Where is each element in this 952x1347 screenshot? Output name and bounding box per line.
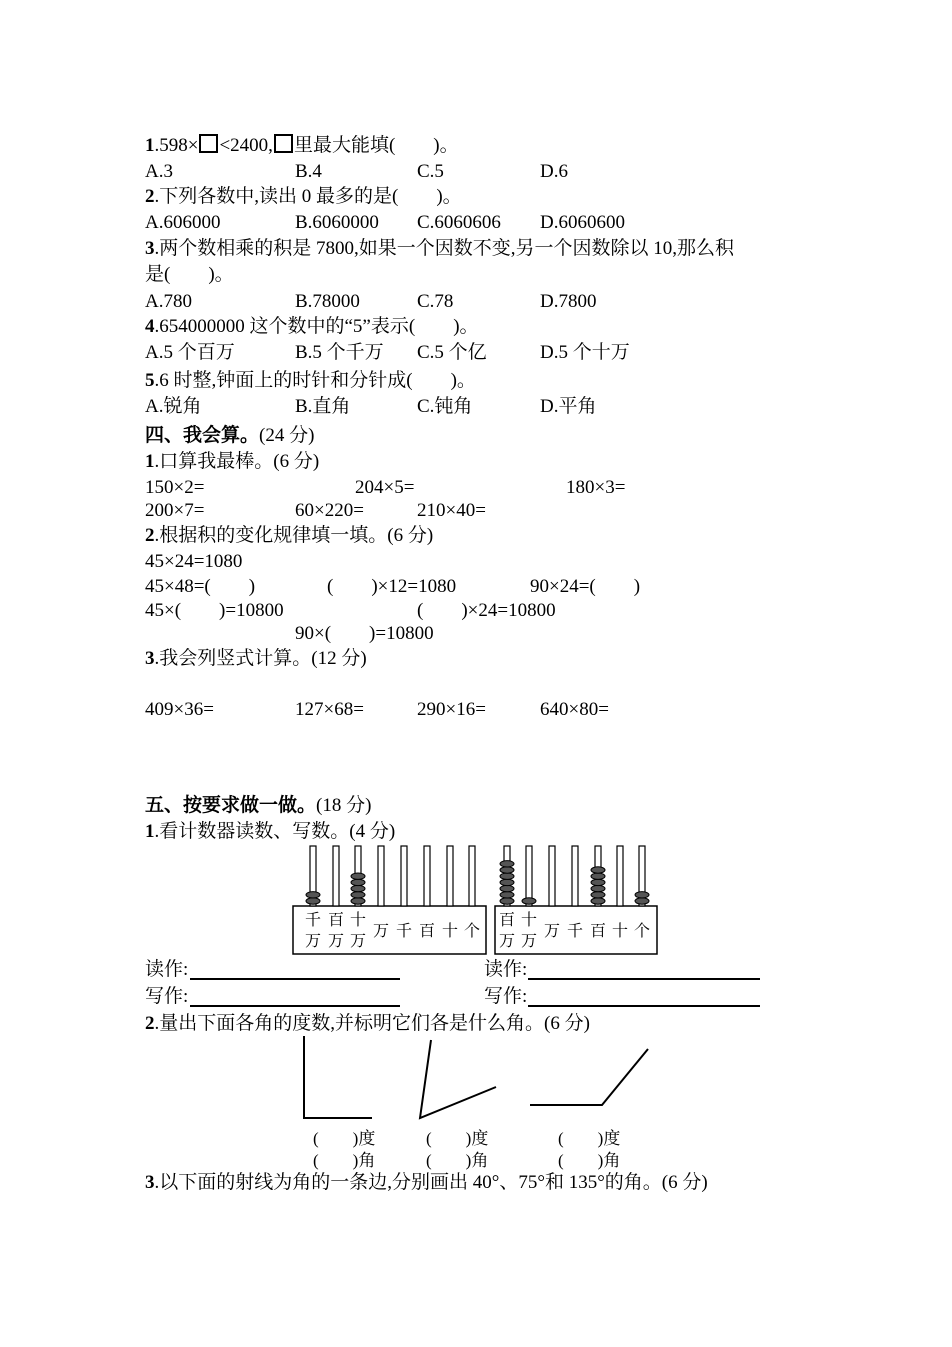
option-c: C.钝角 — [417, 396, 473, 417]
oral-calc-item: 60×220= — [295, 500, 364, 521]
oral-calc-item: 150×2= — [145, 477, 205, 498]
fill-item: 90×( )=10800 — [295, 623, 434, 644]
option-a: A.606000 — [145, 212, 221, 233]
s5-q3-title: 3.以下面的射线为角的一条边,分别画出 40°、75°和 135°的角。(6 分) — [145, 1172, 708, 1193]
place-label: 十 — [611, 921, 629, 940]
s4-q3-title: 3.我会列竖式计算。(12 分) — [145, 648, 367, 669]
option-c: C.6060606 — [417, 212, 501, 233]
option-b: B.78000 — [295, 291, 360, 312]
place-label: 万 — [543, 921, 561, 940]
place-label: 千 — [395, 921, 413, 940]
question-5: 5.6 时整,钟面上的时针和分针成( )。 — [145, 370, 476, 391]
degree-blank[interactable]: ( )度 — [426, 1129, 489, 1148]
option-b: B.直角 — [295, 396, 351, 417]
option-b: B.5 个千万 — [295, 342, 384, 363]
fill-item: 90×24=( ) — [530, 576, 641, 597]
oral-calc-item: 200×7= — [145, 500, 205, 521]
option-d: D.5 个十万 — [540, 342, 630, 363]
s4-q2-title: 2.根据积的变化规律填一填。(6 分) — [145, 525, 434, 546]
acute-angle — [420, 1040, 496, 1118]
given-equation: 45×24=1080 — [145, 551, 243, 572]
obtuse-angle — [530, 1049, 648, 1105]
option-a: A.5 个百万 — [145, 342, 235, 363]
option-d: D.6 — [540, 161, 568, 182]
place-label: 个 — [463, 921, 481, 940]
angle-kind-blank[interactable]: ( )角 — [313, 1151, 376, 1170]
option-c: C.5 个亿 — [417, 342, 487, 363]
place-label: 十 — [441, 921, 459, 940]
write-label: 写作: — [145, 986, 189, 1007]
place-label: 百 — [589, 921, 607, 940]
option-d: D.平角 — [540, 396, 597, 417]
place-label: 万 — [304, 931, 322, 950]
place-label: 万 — [498, 931, 516, 950]
option-a: A.3 — [145, 161, 173, 182]
option-b: B.6060000 — [295, 212, 379, 233]
section-4-heading: 四、我会算。(24 分) — [145, 425, 315, 446]
oral-calc-item: 180×3= — [566, 477, 626, 498]
question-3: 3.两个数相乘的积是 7800,如果一个因数不变,另一个因数除以 10,那么积 — [145, 238, 735, 259]
write-label: 写作: — [484, 986, 528, 1007]
question-2: 2.下列各数中,读出 0 最多的是( )。 — [145, 186, 462, 207]
s5-q2-title: 2.量出下面各角的度数,并标明它们各是什么角。(6 分) — [145, 1013, 590, 1034]
option-b: B.4 — [295, 161, 322, 182]
place-label: 个 — [633, 921, 651, 940]
place-label: 百 — [327, 910, 345, 929]
option-a: A.780 — [145, 291, 192, 312]
question-4: 4.654000000 这个数中的“5”表示( )。 — [145, 316, 479, 337]
place-label: 万 — [349, 931, 367, 950]
place-label: 万 — [520, 931, 538, 950]
angle-kind-blank[interactable]: ( )角 — [426, 1151, 489, 1170]
place-label: 千 — [566, 921, 584, 940]
place-label: 万 — [372, 921, 390, 940]
place-label: 十 — [349, 910, 367, 929]
question-3-cont: 是( )。 — [145, 264, 234, 285]
oral-calc-item: 210×40= — [417, 500, 486, 521]
option-c: C.78 — [417, 291, 454, 312]
right-angle — [304, 1036, 372, 1118]
vertical-calc-item: 640×80= — [540, 699, 609, 720]
place-label: 十 — [520, 910, 538, 929]
vertical-calc-item: 127×68= — [295, 699, 364, 720]
option-c: C.5 — [417, 161, 444, 182]
place-label: 千 — [304, 910, 322, 929]
place-label: 百 — [418, 921, 436, 940]
degree-blank[interactable]: ( )度 — [558, 1129, 621, 1148]
fill-item: 45×( )=10800 — [145, 600, 284, 621]
read-label: 读作: — [484, 959, 528, 980]
section-5-heading: 五、按要求做一做。(18 分) — [145, 795, 372, 816]
s5-q1-title: 1.看计数器读数、写数。(4 分) — [145, 821, 396, 842]
place-label: 万 — [327, 931, 345, 950]
fill-item: 45×48=( ) — [145, 576, 256, 597]
fill-item: ( )×24=10800 — [417, 600, 556, 621]
question-1: 1.598× <2400, 里最大能填( )。 — [145, 135, 459, 156]
degree-blank[interactable]: ( )度 — [313, 1129, 376, 1148]
vertical-calc-item: 409×36= — [145, 699, 214, 720]
fill-item: ( )×12=1080 — [327, 576, 457, 597]
angle-kind-blank[interactable]: ( )角 — [558, 1151, 621, 1170]
option-d: D.6060600 — [540, 212, 625, 233]
read-label: 读作: — [145, 959, 189, 980]
vertical-calc-item: 290×16= — [417, 699, 486, 720]
option-d: D.7800 — [540, 291, 597, 312]
s4-q1-title: 1.口算我最棒。(6 分) — [145, 451, 320, 472]
place-label: 百 — [498, 910, 516, 929]
option-a: A.锐角 — [145, 396, 202, 417]
oral-calc-item: 204×5= — [355, 477, 415, 498]
